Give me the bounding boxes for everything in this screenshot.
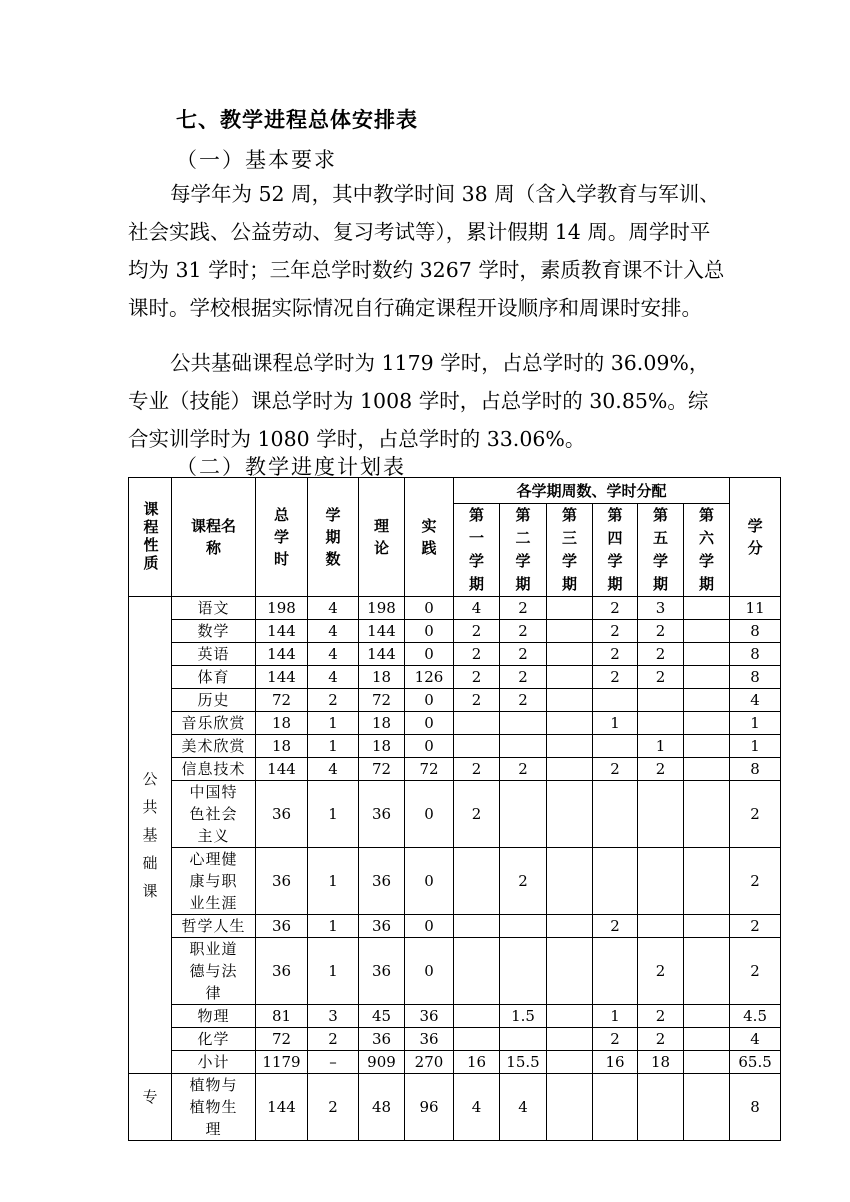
cell-total: 81: [256, 1005, 308, 1028]
cell-s6: [684, 1074, 730, 1141]
cell-s1: 16: [454, 1051, 500, 1074]
cell-s1: 4: [454, 1074, 500, 1141]
cell-practice: 0: [405, 597, 454, 620]
cell-s2: [500, 781, 547, 848]
course-name: 美术欣赏: [172, 735, 256, 758]
cell-s6: [684, 1051, 730, 1074]
cell-s5: [638, 1074, 684, 1141]
cell-s6: [684, 597, 730, 620]
cell-credits: 2: [730, 848, 781, 915]
cell-s3: [547, 712, 593, 735]
cell-s4: 1: [593, 1005, 638, 1028]
header-semester-3: 第三学期: [547, 504, 593, 597]
cell-s5: 2: [638, 620, 684, 643]
cell-s4: 16: [593, 1051, 638, 1074]
header-theory: 理论: [359, 478, 405, 597]
course-name: 体育: [172, 666, 256, 689]
cell-total: 198: [256, 597, 308, 620]
cell-credits: 2: [730, 915, 781, 938]
cell-s2: [500, 938, 547, 1005]
cell-credits: 8: [730, 758, 781, 781]
cell-s3: [547, 735, 593, 758]
cell-s1: 2: [454, 666, 500, 689]
cell-theory: 48: [359, 1074, 405, 1141]
cell-total: 36: [256, 781, 308, 848]
cell-terms: 4: [308, 620, 359, 643]
section-heading: 七、教学进程总体安排表: [176, 108, 418, 132]
header-category: 课程性质: [129, 478, 172, 597]
cell-total: 144: [256, 1074, 308, 1141]
cell-s4: 2: [593, 620, 638, 643]
cell-s5: 2: [638, 1028, 684, 1051]
cell-credits: 2: [730, 781, 781, 848]
cell-s2: 1.5: [500, 1005, 547, 1028]
course-name: 心理健康与职业生涯: [172, 848, 256, 915]
header-semester-4: 第四学期: [593, 504, 638, 597]
cell-total: 72: [256, 689, 308, 712]
subheading-basic-requirements: （一）基本要求: [176, 148, 337, 172]
cell-practice: 72: [405, 758, 454, 781]
cell-theory: 144: [359, 643, 405, 666]
schedule-table: [128, 477, 781, 1141]
cell-s1: [454, 735, 500, 758]
cell-practice: 36: [405, 1028, 454, 1051]
cell-s3: [547, 758, 593, 781]
cell-terms: 3: [308, 1005, 359, 1028]
cell-terms: –: [308, 1051, 359, 1074]
cell-terms: 1: [308, 915, 359, 938]
cell-s2: 2: [500, 666, 547, 689]
cell-credits: 4: [730, 689, 781, 712]
cell-s5: 2: [638, 938, 684, 1005]
cell-s3: [547, 1005, 593, 1028]
paragraph-basic: [128, 175, 728, 327]
course-name: 数学: [172, 620, 256, 643]
cell-theory: 72: [359, 758, 405, 781]
cell-s1: 2: [454, 620, 500, 643]
cell-practice: 0: [405, 643, 454, 666]
cell-s5: [638, 915, 684, 938]
subtotal-label: 小计: [172, 1051, 256, 1074]
cell-s5: 18: [638, 1051, 684, 1074]
course-name: 历史: [172, 689, 256, 712]
cell-s2: 2: [500, 689, 547, 712]
cell-s2: 2: [500, 848, 547, 915]
cell-s2: 4: [500, 1074, 547, 1141]
cell-practice: 270: [405, 1051, 454, 1074]
cell-s1: [454, 848, 500, 915]
cell-credits: 8: [730, 1074, 781, 1141]
header-total-hours: 总学时: [256, 478, 308, 597]
course-name: 语文: [172, 597, 256, 620]
cell-s2: 2: [500, 643, 547, 666]
course-name: 音乐欣赏: [172, 712, 256, 735]
cell-total: 18: [256, 712, 308, 735]
cell-practice: 0: [405, 848, 454, 915]
cell-terms: 2: [308, 1074, 359, 1141]
cell-theory: 36: [359, 848, 405, 915]
course-name: 哲学人生: [172, 915, 256, 938]
cell-credits: 65.5: [730, 1051, 781, 1074]
cell-s3: [547, 689, 593, 712]
cell-s5: [638, 689, 684, 712]
cell-terms: 1: [308, 735, 359, 758]
cell-s2: [500, 712, 547, 735]
cell-practice: 0: [405, 712, 454, 735]
header-semester-5: 第五学期: [638, 504, 684, 597]
cell-s4: 1: [593, 712, 638, 735]
course-name: 植物与植物生理: [172, 1074, 256, 1141]
cell-theory: 72: [359, 689, 405, 712]
cell-theory: 45: [359, 1005, 405, 1028]
cell-s4: [593, 735, 638, 758]
cell-s5: 1: [638, 735, 684, 758]
category-public: 公共基础课: [129, 597, 172, 1074]
cell-practice: 96: [405, 1074, 454, 1141]
cell-s1: [454, 1028, 500, 1051]
cell-s4: 2: [593, 597, 638, 620]
cell-s4: 2: [593, 758, 638, 781]
header-terms: 学期数: [308, 478, 359, 597]
cell-s1: 2: [454, 781, 500, 848]
cell-s3: [547, 781, 593, 848]
cell-total: 144: [256, 643, 308, 666]
cell-s5: 3: [638, 597, 684, 620]
cell-s5: [638, 848, 684, 915]
cell-credits: 4.5: [730, 1005, 781, 1028]
cell-terms: 4: [308, 597, 359, 620]
cell-terms: 1: [308, 848, 359, 915]
cell-credits: 8: [730, 643, 781, 666]
course-name: 英语: [172, 643, 256, 666]
cell-theory: 18: [359, 666, 405, 689]
cell-credits: 11: [730, 597, 781, 620]
cell-s6: [684, 915, 730, 938]
cell-s2: 2: [500, 597, 547, 620]
cell-s3: [547, 643, 593, 666]
header-credits: 学分: [730, 478, 781, 597]
cell-total: 1179: [256, 1051, 308, 1074]
cell-s2: [500, 915, 547, 938]
cell-s6: [684, 666, 730, 689]
cell-total: 18: [256, 735, 308, 758]
cell-s6: [684, 758, 730, 781]
cell-s5: 2: [638, 666, 684, 689]
cell-theory: 18: [359, 712, 405, 735]
cell-practice: 0: [405, 915, 454, 938]
cell-s6: [684, 781, 730, 848]
cell-s3: [547, 1028, 593, 1051]
cell-terms: 1: [308, 712, 359, 735]
cell-s6: [684, 643, 730, 666]
cell-s1: 2: [454, 643, 500, 666]
category-major: 专: [129, 1074, 172, 1141]
cell-total: 144: [256, 758, 308, 781]
cell-total: 36: [256, 938, 308, 1005]
cell-practice: 0: [405, 620, 454, 643]
cell-theory: 36: [359, 938, 405, 1005]
cell-practice: 0: [405, 689, 454, 712]
header-semester-6: 第六学期: [684, 504, 730, 597]
cell-s6: [684, 1005, 730, 1028]
paragraph-hours: [128, 344, 728, 458]
cell-s6: [684, 848, 730, 915]
cell-s6: [684, 938, 730, 1005]
cell-s4: [593, 689, 638, 712]
cell-theory: 144: [359, 620, 405, 643]
cell-practice: 36: [405, 1005, 454, 1028]
cell-practice: 0: [405, 781, 454, 848]
cell-theory: 36: [359, 781, 405, 848]
cell-theory: 198: [359, 597, 405, 620]
cell-s6: [684, 712, 730, 735]
paragraph-1: 每学年为 52 周，其中教学时间 38 周（含入学教育与军训、社会实践、公益劳动、复习考试等），累计假期 14 周。周学时平均为 31 学时；三年总学时数约 3267 学时，素质教育课不计入总课时。学校根据实际情况自行确定课程开设顺序和周课时安排。: [128, 182, 725, 320]
cell-s3: [547, 1051, 593, 1074]
cell-s1: [454, 1005, 500, 1028]
header-semester-1: 第一学期: [454, 504, 500, 597]
cell-s2: [500, 1028, 547, 1051]
cell-s3: [547, 848, 593, 915]
cell-s6: [684, 620, 730, 643]
cell-s3: [547, 597, 593, 620]
cell-practice: 0: [405, 938, 454, 1005]
cell-s1: [454, 915, 500, 938]
cell-terms: 4: [308, 666, 359, 689]
cell-terms: 1: [308, 781, 359, 848]
cell-total: 144: [256, 620, 308, 643]
cell-terms: 4: [308, 758, 359, 781]
cell-credits: 8: [730, 620, 781, 643]
header-distribution: 各学期周数、学时分配: [454, 478, 730, 504]
cell-s3: [547, 938, 593, 1005]
cell-credits: 2: [730, 938, 781, 1005]
cell-s1: 2: [454, 689, 500, 712]
cell-theory: 909: [359, 1051, 405, 1074]
cell-s6: [684, 1028, 730, 1051]
cell-s4: [593, 781, 638, 848]
cell-s5: 2: [638, 643, 684, 666]
cell-s6: [684, 735, 730, 758]
cell-practice: 0: [405, 735, 454, 758]
cell-credits: 1: [730, 712, 781, 735]
cell-s1: 2: [454, 758, 500, 781]
cell-s4: 2: [593, 1028, 638, 1051]
cell-s1: 4: [454, 597, 500, 620]
cell-s3: [547, 1074, 593, 1141]
cell-credits: 8: [730, 666, 781, 689]
cell-total: 36: [256, 848, 308, 915]
cell-total: 72: [256, 1028, 308, 1051]
cell-s4: [593, 848, 638, 915]
header-course-name: 课程名称: [172, 478, 256, 597]
cell-s4: [593, 1074, 638, 1141]
cell-total: 144: [256, 666, 308, 689]
cell-s6: [684, 689, 730, 712]
course-name: 职业道德与法律: [172, 938, 256, 1005]
course-name: 中国特色社会主义: [172, 781, 256, 848]
header-semester-2: 第二学期: [500, 504, 547, 597]
header-practice: 实践: [405, 478, 454, 597]
cell-s1: [454, 938, 500, 1005]
cell-s4: [593, 938, 638, 1005]
cell-s2: 15.5: [500, 1051, 547, 1074]
cell-s2: 2: [500, 758, 547, 781]
cell-theory: 18: [359, 735, 405, 758]
cell-s5: [638, 781, 684, 848]
cell-s5: 2: [638, 758, 684, 781]
cell-credits: 1: [730, 735, 781, 758]
cell-total: 36: [256, 915, 308, 938]
cell-s3: [547, 915, 593, 938]
cell-terms: 4: [308, 643, 359, 666]
cell-theory: 36: [359, 915, 405, 938]
cell-s4: 2: [593, 666, 638, 689]
cell-terms: 1: [308, 938, 359, 1005]
cell-s2: 2: [500, 620, 547, 643]
cell-terms: 2: [308, 689, 359, 712]
cell-s3: [547, 620, 593, 643]
cell-s5: [638, 712, 684, 735]
course-name: 化学: [172, 1028, 256, 1051]
cell-terms: 2: [308, 1028, 359, 1051]
cell-s4: 2: [593, 915, 638, 938]
paragraph-2: 公共基础课程总学时为 1179 学时，占总学时的 36.09%，专业（技能）课总学时为 1008 学时，占总学时的 30.85%。综合实训学时为 1080 学时，占总学时的 33.06%。: [128, 351, 710, 451]
course-name: 物理: [172, 1005, 256, 1028]
subheading-schedule-table: （二）教学进度计划表: [176, 455, 406, 479]
cell-s5: 2: [638, 1005, 684, 1028]
cell-practice: 126: [405, 666, 454, 689]
cell-theory: 36: [359, 1028, 405, 1051]
cell-s4: 2: [593, 643, 638, 666]
course-name: 信息技术: [172, 758, 256, 781]
cell-s3: [547, 666, 593, 689]
cell-credits: 4: [730, 1028, 781, 1051]
cell-s2: [500, 735, 547, 758]
cell-s1: [454, 712, 500, 735]
